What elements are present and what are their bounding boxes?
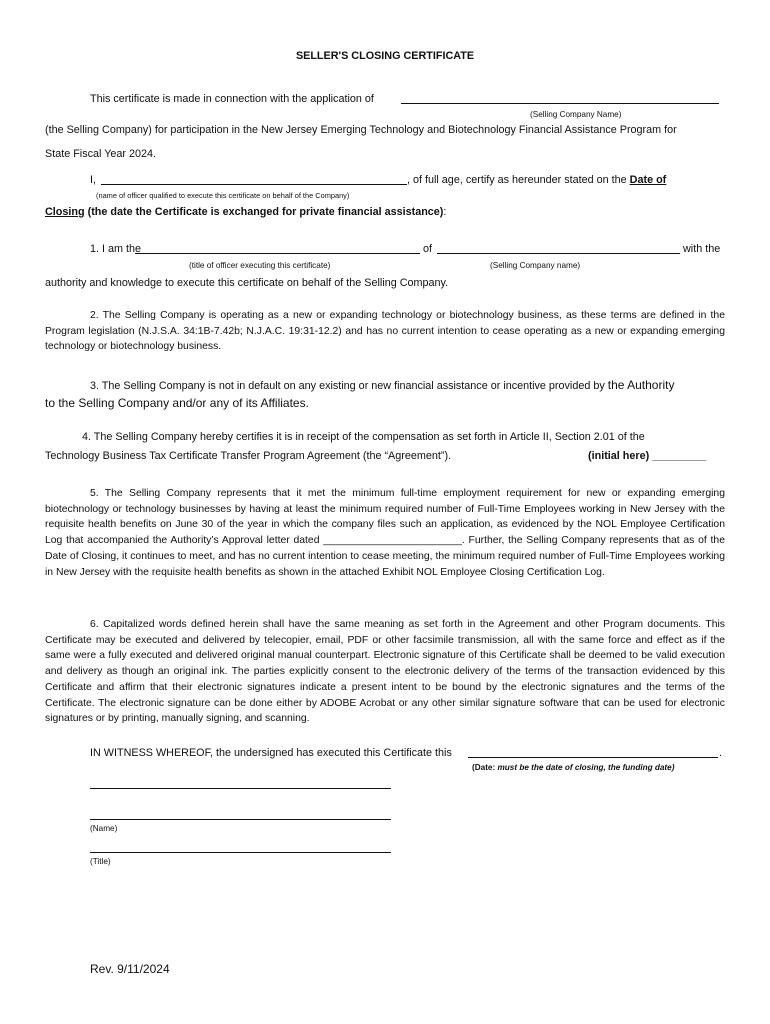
date-caption-label: (Date:: [472, 763, 496, 772]
p3-line-1-text: 3. The Selling Company is not in default on any existing or new financial assistance or incentive provided by: [90, 380, 605, 392]
revision-date: Rev. 9/11/2024: [90, 962, 170, 976]
p3-line-2: to the Selling Company and/or any of its Affiliates.: [45, 396, 309, 410]
p3-the-authority: the Authority: [607, 378, 675, 392]
p1-of: of: [423, 243, 433, 255]
paragraph-6: 6. Capitalized words defined herein shall have the same meaning as set forth in the Agreement and other Program documents. This Certificate may be executed and delivered by telecopier, email, PDF or other facsimile transmission, all with the same force and effect as if the same were a fully executed and delivered original manual counterpart. Electronic signature of this Certificate shall be deemed to be valid execution and delivery as though an original ink. The parties explicitly consent to the electronic delivery of the terms of the transaction evidenced by this Certificate and affirm that their electronic signatures indicate a present intent to be bound by the electronic signatures and the terms of the Certificate. The electronic signature can be done either by ADOBE Acrobat or any other similar signature software that can be used for electronic signatures or by printing, manually signing, and scanning.: [45, 619, 725, 725]
p1-with-the: with the: [683, 243, 721, 255]
p1-company-caption: (Selling Company name): [490, 261, 581, 270]
witness-text: IN WITNESS WHEREOF, the undersigned has executed this Certificate this: [90, 747, 452, 759]
p4-line-1: 4. The Selling Company hereby certifies it is in receipt of the compensation as set forth in Article II, Section 2.01 of the: [82, 431, 645, 443]
intro-prefix: This certificate is made in connection with the application of: [90, 93, 374, 105]
closing-definition: [45, 204, 446, 220]
p3-line-1: [90, 377, 674, 394]
title-label: (Title): [90, 857, 111, 866]
paragraph-2: 2. The Selling Company is operating as a new or expanding technology or biotechnology business, as these terms are defined in the Program legislation (N.J.S.A. 34:1B-7.42b; N.J.A.C. 19:31-12.2) and has no current intention to cease operating as a new or expanding emerging technology or biotechnology business.: [45, 310, 725, 353]
witness-date-line[interactable]: [468, 757, 718, 758]
title-line[interactable]: [90, 852, 391, 853]
officer-name-caption: (name of officer qualified to execute this certificate on behalf of the Company): [96, 191, 350, 200]
date-caption-note: must be the date of closing, the funding date): [497, 763, 675, 772]
p1-company-name-line[interactable]: [437, 253, 680, 254]
officer-title-caption: (title of officer executing this certificate): [189, 261, 331, 270]
officer-name-line[interactable]: [101, 184, 407, 185]
certify-prefix: I,: [90, 174, 96, 186]
selling-company-name-caption: (Selling Company Name): [530, 110, 622, 119]
name-label: (Name): [90, 824, 118, 833]
selling-company-name-line[interactable]: [401, 103, 719, 104]
document-title: SELLER'S CLOSING CERTIFICATE: [295, 50, 475, 62]
certify-suffix: [407, 172, 666, 188]
officer-title-line[interactable]: [135, 253, 420, 254]
p1-prefix: 1. I am the: [90, 243, 142, 255]
date-of-text: Date of: [629, 174, 667, 186]
intro-line-2: (the Selling Company) for participation in the New Jersey Emerging Technology and Biotechnology Financial Assistance Program for: [45, 124, 677, 136]
closing-explanation: (the date the Certificate is exchanged for private financial assistance): [87, 206, 444, 218]
witness-date-caption: [472, 763, 674, 773]
witness-period: .: [719, 747, 722, 759]
closing-colon: :: [443, 206, 447, 218]
intro-line-3: State Fiscal Year 2024.: [45, 148, 157, 160]
paragraph-5: 5. The Selling Company represents that it met the minimum full-time employment requirement for new or expanding emerging biotechnology or technology businesses by having at least the minimum required number of Full-Time Employees working in New Jersey with the requisite health benefits on June 30 of the year in which the company files such an application, as evidenced by the NOL Employee Certification Log that accompanied the Authority’s Approval letter dated ________________________. Further, the Selling Company represents that as of the Date of Closing, it continues to meet, and has no current intention to cease meeting, the minimum required number of Full-Time Employees working in New Jersey with the requisite health benefits as shown in the attached Exhibit NOL Employee Closing Certification Log.: [45, 488, 725, 578]
name-line[interactable]: [90, 819, 391, 820]
signature-line[interactable]: [90, 788, 391, 789]
certify-suffix-text: , of full age, certify as hereunder stated on the: [407, 174, 627, 186]
p4-line-2: Technology Business Tax Certificate Transfer Program Agreement (the “Agreement”).: [45, 450, 452, 462]
initial-here-field[interactable]: (initial here) _________: [588, 450, 707, 462]
closing-term: Closing: [45, 206, 85, 218]
p1-line-2: authority and knowledge to execute this certificate on behalf of the Selling Company.: [45, 277, 449, 289]
